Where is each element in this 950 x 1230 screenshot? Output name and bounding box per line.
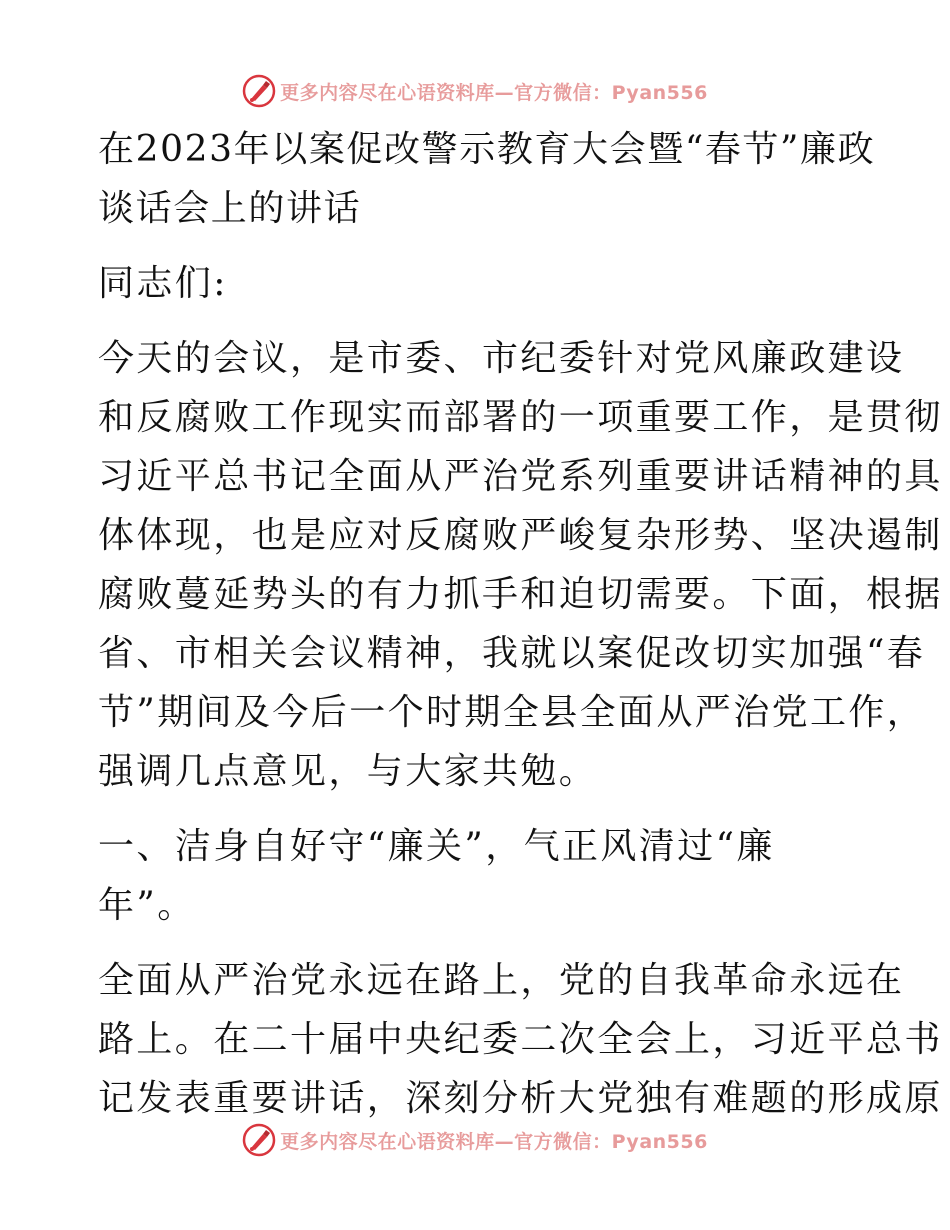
watermark-text: 更多内容尽在心语资料库—官方微信：Pyan556 [280, 1130, 708, 1153]
paragraph-line: 节”期间及今后一个时期全县全面从严治党工作， [98, 692, 926, 733]
heading-line: 一、洁身自好守“廉关”，气正风清过“廉 [98, 826, 775, 867]
paragraph-line: 强调几点意见，与大家共勉。 [98, 751, 598, 792]
paragraph-line: 今天的会议，是市委、市纪委针对党风廉政建设 [98, 338, 905, 379]
paragraph-line: 记发表重要讲话，深刻分析大党独有难题的形成原 [98, 1078, 943, 1119]
paragraph-line: 全面从严治党永远在路上，党的自我革命永远在 [98, 960, 905, 1001]
section-heading-1 [98, 817, 850, 935]
paragraph-line: 省、市相关会议精神，我就以案促改切实加强“春 [98, 633, 926, 674]
watermark-footer [0, 1120, 950, 1160]
watermark-header [0, 71, 950, 111]
paragraph-line: 路上。在二十届中央纪委二次全会上，习近平总书 [98, 1019, 943, 1060]
document-title-line-2: 谈话会上的讲话 [98, 188, 362, 229]
paragraph-2 [98, 951, 943, 1128]
document-title-line-1: 在2023年以案促改警示教育大会暨“春节”廉政 [98, 129, 876, 170]
paragraph-line: 体体现，也是应对反腐败严峻复杂形势、坚决遏制 [98, 515, 943, 556]
heading-line: 年”。 [98, 885, 196, 926]
paragraph-line: 和反腐败工作现实而部署的一项重要工作，是贯彻 [98, 397, 943, 438]
paragraph-line: 习近平总书记全面从严治党系列重要讲话精神的具 [98, 456, 943, 497]
document-body [98, 120, 943, 1128]
pen-logo-icon [242, 74, 276, 108]
watermark-text: 更多内容尽在心语资料库—官方微信：Pyan556 [280, 81, 708, 104]
pen-logo-icon [242, 1123, 276, 1157]
salutation: 同志们: [98, 263, 228, 304]
paragraph-1 [98, 329, 943, 801]
paragraph-line: 腐败蔓延势头的有力抓手和迫切需要。下面，根据 [98, 574, 943, 615]
